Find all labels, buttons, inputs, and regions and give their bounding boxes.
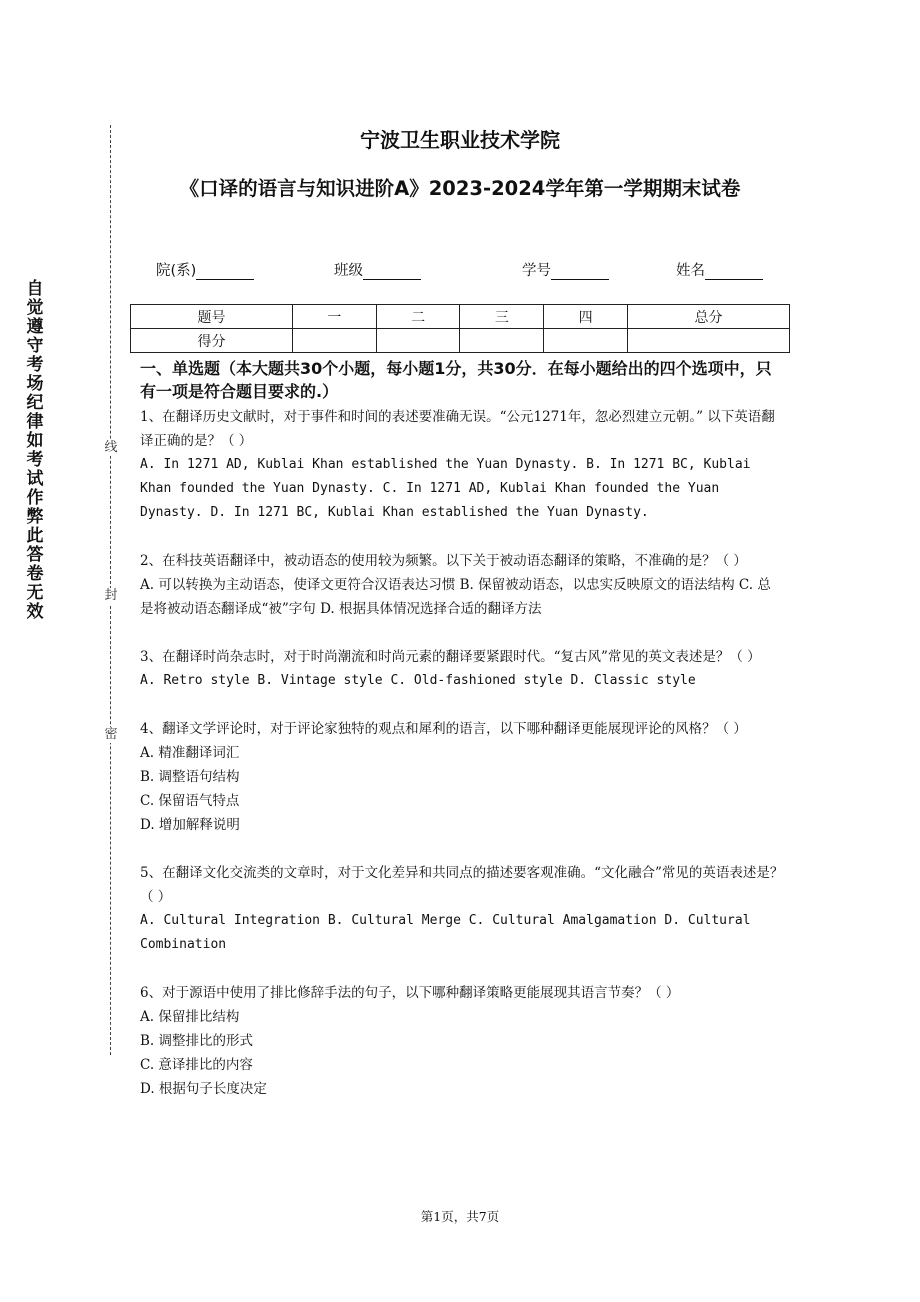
score-table-score-row	[131, 329, 790, 353]
question-stem: 6、对于源语中使用了排比修辞手法的句子，以下哪种翻译策略更能展现其语言节奏？（ ）	[140, 985, 680, 1001]
question-option: D. 增加解释说明	[140, 817, 240, 833]
question-3	[140, 645, 784, 693]
info-student-id-blank[interactable]	[551, 265, 609, 280]
info-class-blank[interactable]	[363, 265, 421, 280]
info-student-id	[522, 259, 609, 280]
question-options: A. Retro style B. Vintage style C. Old-fashioned style D. Classic style	[140, 673, 696, 688]
info-name-blank[interactable]	[705, 265, 763, 280]
score-cell[interactable]	[292, 329, 376, 353]
question-stem: 5、在翻译文化交流类的文章时，对于文化差异和共同点的描述要客观准确。“文化融合”常见的英语表述是？（ ）	[140, 865, 784, 905]
score-row-label: 得分	[131, 329, 293, 353]
question-6	[140, 981, 784, 1101]
seal-mark-line: 线	[104, 440, 118, 455]
question-option: C. 意译排比的内容	[140, 1057, 253, 1073]
exam-title: 《口译的语言与知识进阶A》2023-2024学年第一学期期末试卷	[179, 177, 741, 200]
question-option: D. 根据句子长度决定	[140, 1081, 267, 1097]
question-options: A. In 1271 AD, Kublai Khan established the Yuan Dynasty. B. In 1271 BC, Kublai Khan founded the Yuan Dynasty. C. In 1271 AD, Kublai Khan founded the Yuan Dynasty. D. In 1271 BC, Kublai Khan established the Yuan Dynasty.	[140, 457, 751, 520]
score-cell[interactable]	[460, 329, 544, 353]
question-option: A. 精准翻译词汇	[140, 745, 240, 761]
info-dept	[156, 259, 254, 280]
question-stem: 3、在翻译时尚杂志时，对于时尚潮流和时尚元素的翻译要紧跟时代。“复古风”常见的英文表述是？（ ）	[140, 649, 761, 665]
question-option: C. 保留语气特点	[140, 793, 240, 809]
score-table	[130, 304, 790, 353]
question-option: A. 保留排比结构	[140, 1009, 240, 1025]
side-discipline-notice: 自觉遵守考场纪律如考试作弊此答卷无效	[26, 279, 44, 622]
score-table-header-row	[131, 305, 790, 329]
question-option: B. 调整排比的形式	[140, 1033, 254, 1049]
question-options: A. 可以转换为主动语态，使译文更符合汉语表达习惯 B. 保留被动语态，以忠实反映原文的语法结构 C. 总是将被动语态翻译成“被”字句 D. 根据具体情况选择合适的翻译方法	[140, 577, 771, 617]
score-cell[interactable]	[628, 329, 790, 353]
info-name-label: 姓名	[676, 263, 705, 279]
question-stem: 1、在翻译历史文献时，对于事件和时间的表述要准确无误。“公元1271年，忽必烈建立元朝。” 以下英语翻译正确的是？（ ）	[140, 409, 775, 449]
question-stem: 4、翻译文学评论时，对于评论家独特的观点和犀利的语言，以下哪种翻译更能展现评论的风格？（ ）	[140, 721, 747, 737]
section-title: 一、单选题（本大题共30个小题，每小题1分，共30分．在每小题给出的四个选项中，只有一项是符合题目要求的.）	[140, 359, 772, 401]
question-options: A. Cultural Integration B. Cultural Merge C. Cultural Amalgamation D. Cultural Combination	[140, 913, 751, 952]
question-1	[140, 405, 784, 525]
question-5	[140, 861, 784, 957]
score-header-cell: 三	[460, 305, 544, 329]
score-cell[interactable]	[376, 329, 460, 353]
score-header-cell: 一	[292, 305, 376, 329]
score-header-cell: 四	[544, 305, 628, 329]
info-name	[676, 259, 763, 280]
seal-mark-secret: 密	[104, 727, 118, 742]
info-class-label: 班级	[334, 263, 363, 279]
info-dept-label: 院(系)	[156, 263, 197, 279]
question-option: B. 调整语句结构	[140, 769, 240, 785]
page-footer: 第1页，共7页	[420, 1209, 500, 1224]
info-dept-blank[interactable]	[196, 265, 254, 280]
question-4	[140, 717, 784, 837]
question-list	[140, 405, 784, 1125]
seal-mark-seal: 封	[104, 588, 118, 603]
score-cell[interactable]	[544, 329, 628, 353]
score-header-cell: 题号	[131, 305, 293, 329]
score-header-cell: 二	[376, 305, 460, 329]
info-student-id-label: 学号	[522, 263, 551, 279]
score-header-cell: 总分	[628, 305, 790, 329]
info-class	[334, 259, 421, 280]
question-stem: 2、在科技英语翻译中，被动语态的使用较为频繁。以下关于被动语态翻译的策略，不准确的是？（ ）	[140, 553, 747, 569]
school-name: 宁波卫生职业技术学院	[360, 128, 560, 152]
question-2	[140, 549, 784, 621]
